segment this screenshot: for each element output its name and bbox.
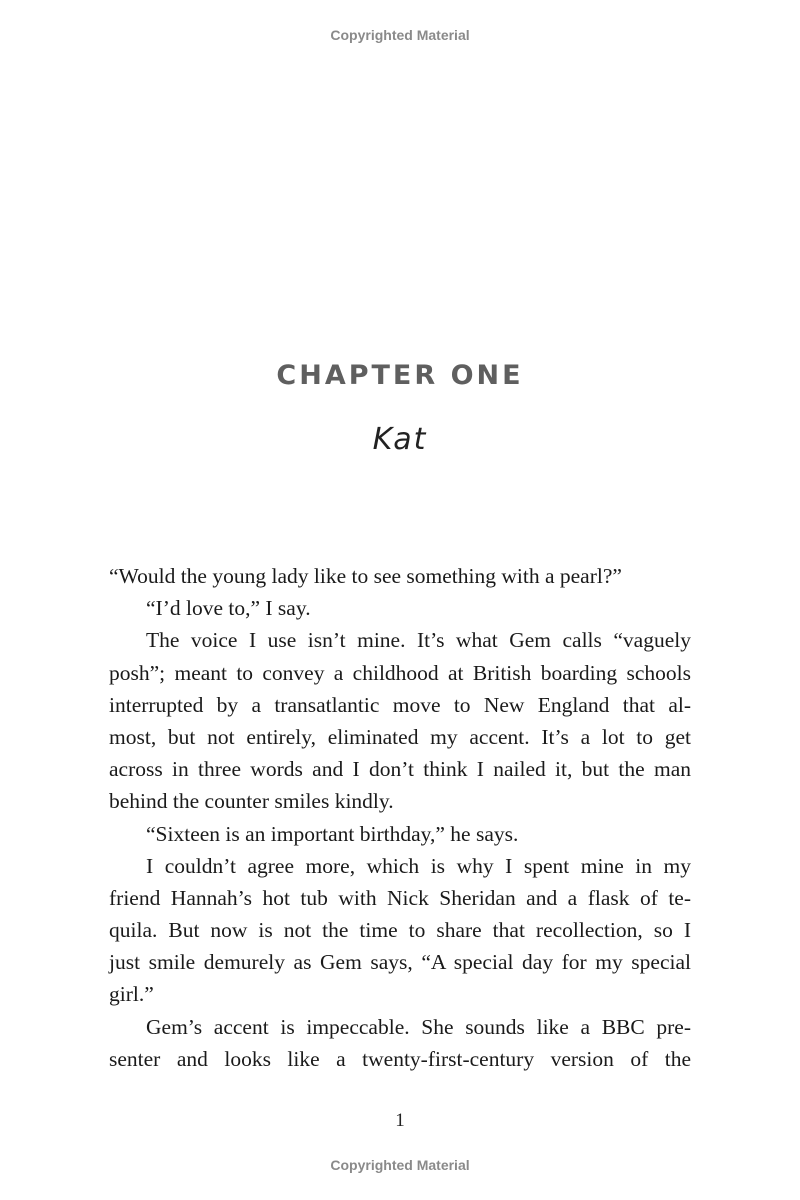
paragraph	[109, 624, 691, 817]
text-line: posh”; meant to convey a childhood at British boarding schools	[109, 660, 691, 685]
body-text	[109, 560, 691, 1075]
text-line: friend Hannah’s hot tub with Nick Sheridan and a flask of te-	[109, 885, 691, 910]
text-line: The voice I use isn’t mine. It’s what Gem calls “vaguely	[146, 628, 691, 653]
chapter-title: CHAPTER ONE	[276, 360, 524, 391]
text-line: most, but not entirely, eliminated my accent. It’s a lot to get	[109, 724, 691, 749]
page-number: 1	[395, 1110, 405, 1131]
copyright-watermark-top: Copyrighted Material	[330, 27, 470, 43]
text-line: interrupted by a transatlantic move to New England that al-	[109, 692, 691, 717]
paragraph	[109, 592, 691, 624]
text-line: “I’d love to,” I say.	[146, 596, 311, 621]
text-line: quila. But now is not the time to share that recollection, so I	[109, 918, 691, 943]
text-line: across in three words and I don’t think I nailed it, but the man	[109, 757, 691, 782]
text-line: senter and looks like a twenty-first-century version of the	[109, 1046, 691, 1071]
text-line: girl.”	[109, 982, 154, 1007]
chapter-subtitle: Kat	[372, 422, 428, 457]
text-line: “Sixteen is an important birthday,” he says.	[146, 821, 519, 846]
paragraph	[109, 850, 691, 1011]
paragraph	[109, 560, 691, 592]
text-line: “Would the young lady like to see something with a pearl?”	[109, 564, 622, 588]
text-line: just smile demurely as Gem says, “A special day for my special	[109, 950, 691, 975]
paragraph	[109, 1011, 691, 1075]
paragraph	[109, 818, 691, 850]
text-line: behind the counter smiles kindly.	[109, 789, 394, 814]
copyright-watermark-bottom: Copyrighted Material	[330, 1157, 470, 1173]
text-line: I couldn’t agree more, which is why I spent mine in my	[146, 853, 691, 878]
text-line: Gem’s accent is impeccable. She sounds like a BBC pre-	[146, 1014, 691, 1039]
